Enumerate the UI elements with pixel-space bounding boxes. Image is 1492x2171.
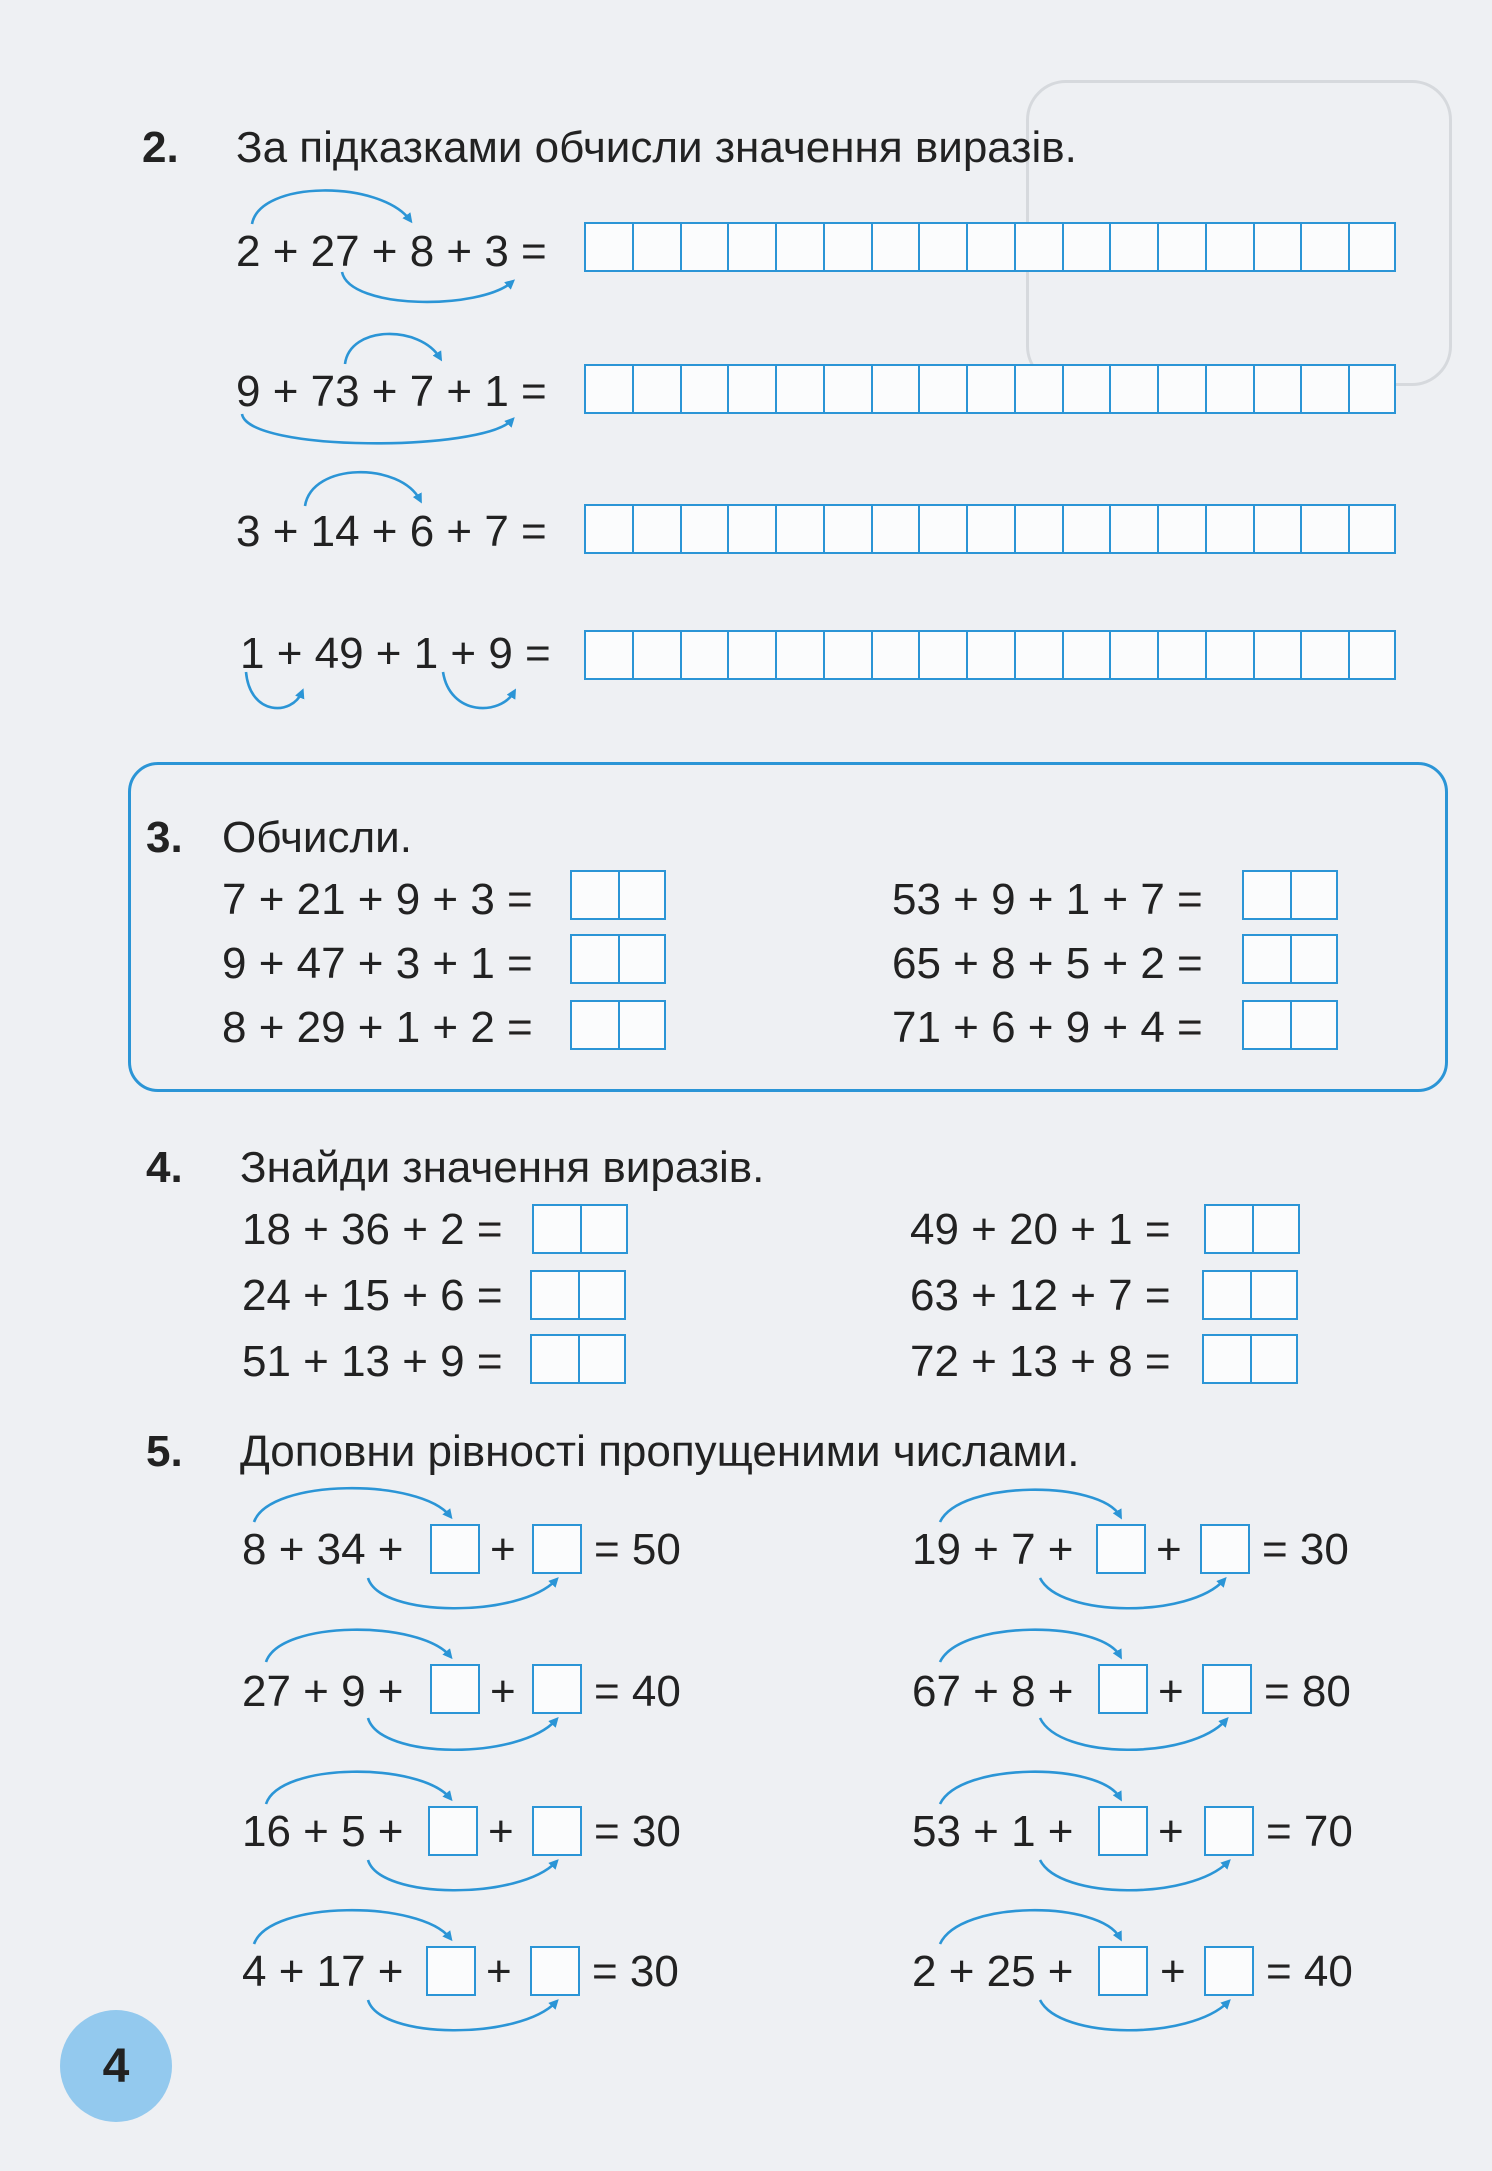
hint-arrow xyxy=(254,1488,450,1522)
task5-right-result-4: = 40 xyxy=(1266,1947,1353,1996)
task5-right-result-3: = 70 xyxy=(1266,1807,1353,1856)
task3-left-answer-2[interactable] xyxy=(570,934,666,984)
hint-arrow xyxy=(368,1718,556,1750)
task3-left-1: 7 + 21 + 9 + 3 = xyxy=(222,875,533,924)
task5-right-plus-4: + xyxy=(1160,1947,1186,1996)
task2-title: За підказками обчисли значення виразів. xyxy=(236,123,1077,172)
task5-left-result-1: = 50 xyxy=(594,1525,681,1574)
task4-right-answer-1[interactable] xyxy=(1204,1204,1300,1254)
hint-arrow xyxy=(305,472,420,506)
hint-arrow xyxy=(1040,1578,1224,1608)
hint-arrow xyxy=(368,1578,556,1608)
task3-number: 3. xyxy=(146,813,183,862)
task5-right-blank-3b[interactable] xyxy=(1204,1806,1254,1856)
task4-left-answer-3[interactable] xyxy=(530,1334,626,1384)
answer-cells-1[interactable] xyxy=(584,222,1396,272)
task2-expression-2: 9 + 73 + 7 + 1 = xyxy=(236,367,547,416)
task5-right-blank-2a[interactable] xyxy=(1098,1664,1148,1714)
task4-left-1: 18 + 36 + 2 = xyxy=(242,1205,503,1254)
task4-right-3: 72 + 13 + 8 = xyxy=(910,1337,1171,1386)
page-number-badge xyxy=(60,2010,172,2122)
hint-arrow xyxy=(1040,2000,1228,2030)
task4-right-answer-2[interactable] xyxy=(1202,1270,1298,1320)
task5-right-blank-4b[interactable] xyxy=(1204,1946,1254,1996)
task5-left-plus-1: + xyxy=(490,1525,516,1574)
hint-arrow xyxy=(345,334,440,364)
task5-right-start-2: 67 + 8 + xyxy=(912,1667,1074,1716)
task5-right-result-2: = 80 xyxy=(1264,1667,1351,1716)
task5-left-blank-4b[interactable] xyxy=(530,1946,580,1996)
task5-left-plus-4: + xyxy=(486,1947,512,1996)
task5-right-blank-1b[interactable] xyxy=(1200,1524,1250,1574)
task5-right-blank-4a[interactable] xyxy=(1098,1946,1148,1996)
task5-left-blank-3a[interactable] xyxy=(428,1806,478,1856)
task5-right-blank-1a[interactable] xyxy=(1096,1524,1146,1574)
task4-right-answer-3[interactable] xyxy=(1202,1334,1298,1384)
task4-left-2: 24 + 15 + 6 = xyxy=(242,1271,503,1320)
task3-left-2: 9 + 47 + 3 + 1 = xyxy=(222,939,533,988)
task5-left-result-3: = 30 xyxy=(594,1807,681,1856)
task5-left-blank-3b[interactable] xyxy=(532,1806,582,1856)
hint-arrow xyxy=(1040,1718,1226,1750)
task5-right-plus-3: + xyxy=(1158,1807,1184,1856)
task5-left-result-4: = 30 xyxy=(592,1947,679,1996)
task5-left-blank-1b[interactable] xyxy=(532,1524,582,1574)
task5-left-start-3: 16 + 5 + xyxy=(242,1807,404,1856)
task5-right-blank-2b[interactable] xyxy=(1202,1664,1252,1714)
task5-right-start-4: 2 + 25 + xyxy=(912,1947,1074,1996)
task5-left-start-4: 4 + 17 + xyxy=(242,1947,404,1996)
task2-number: 2. xyxy=(142,123,179,172)
task4-right-2: 63 + 12 + 7 = xyxy=(910,1271,1171,1320)
task5-left-blank-1a[interactable] xyxy=(430,1524,480,1574)
task3-left-answer-1[interactable] xyxy=(570,870,666,920)
task3-right-answer-2[interactable] xyxy=(1242,934,1338,984)
task5-right-start-1: 19 + 7 + xyxy=(912,1525,1074,1574)
task5-number: 5. xyxy=(146,1427,183,1476)
task5-left-start-2: 27 + 9 + xyxy=(242,1667,404,1716)
hint-arrow xyxy=(940,1772,1120,1804)
hint-arrow xyxy=(368,1860,556,1890)
task4-right-1: 49 + 20 + 1 = xyxy=(910,1205,1171,1254)
task5-right-plus-2: + xyxy=(1158,1667,1184,1716)
task5-left-start-1: 8 + 34 + xyxy=(242,1525,404,1574)
task4-left-answer-1[interactable] xyxy=(532,1204,628,1254)
task3-right-answer-3[interactable] xyxy=(1242,1000,1338,1050)
task4-number: 4. xyxy=(146,1143,183,1192)
task5-right-plus-1: + xyxy=(1156,1525,1182,1574)
task3-right-answer-1[interactable] xyxy=(1242,870,1338,920)
task5-left-blank-2a[interactable] xyxy=(430,1664,480,1714)
task4-title: Знайди значення виразів. xyxy=(240,1143,765,1192)
task3-title: Обчисли. xyxy=(222,813,412,862)
task4-left-3: 51 + 13 + 9 = xyxy=(242,1337,503,1386)
hint-arrow xyxy=(266,1772,450,1804)
task3-right-3: 71 + 6 + 9 + 4 = xyxy=(892,1003,1203,1052)
hint-arrow xyxy=(368,2000,556,2030)
task5-left-result-2: = 40 xyxy=(594,1667,681,1716)
task5-left-plus-3: + xyxy=(488,1807,514,1856)
hint-arrow xyxy=(266,1630,450,1662)
task2-expression-1: 2 + 27 + 8 + 3 = xyxy=(236,227,547,276)
hint-arrow xyxy=(940,1630,1120,1662)
hint-arrow xyxy=(252,190,410,224)
hint-arrow xyxy=(940,1910,1120,1944)
task3-left-answer-3[interactable] xyxy=(570,1000,666,1050)
answer-cells-2[interactable] xyxy=(584,364,1396,414)
task3-left-3: 8 + 29 + 1 + 2 = xyxy=(222,1003,533,1052)
task3-right-2: 65 + 8 + 5 + 2 = xyxy=(892,939,1203,988)
hint-arrow xyxy=(254,1910,450,1944)
hint-arrow xyxy=(242,414,512,443)
task2-expression-3: 3 + 14 + 6 + 7 = xyxy=(236,507,547,556)
task5-right-start-3: 53 + 1 + xyxy=(912,1807,1074,1856)
hint-arrow xyxy=(1040,1860,1228,1890)
task3-right-1: 53 + 9 + 1 + 7 = xyxy=(892,875,1203,924)
answer-cells-3[interactable] xyxy=(584,504,1396,554)
task2-expression-4: 1 + 49 + 1 + 9 = xyxy=(240,629,551,678)
page-number: 4 xyxy=(102,2039,130,2093)
answer-cells-4[interactable] xyxy=(584,630,1396,680)
task4-left-answer-2[interactable] xyxy=(530,1270,626,1320)
task5-left-blank-2b[interactable] xyxy=(532,1664,582,1714)
task5-title: Доповни рівності пропущеними числами. xyxy=(240,1427,1080,1476)
task5-left-blank-4a[interactable] xyxy=(426,1946,476,1996)
task5-right-result-1: = 30 xyxy=(1262,1525,1349,1574)
task5-right-blank-3a[interactable] xyxy=(1098,1806,1148,1856)
hint-arrow xyxy=(940,1490,1120,1522)
task5-left-plus-2: + xyxy=(490,1667,516,1716)
hint-arrow xyxy=(342,272,512,302)
